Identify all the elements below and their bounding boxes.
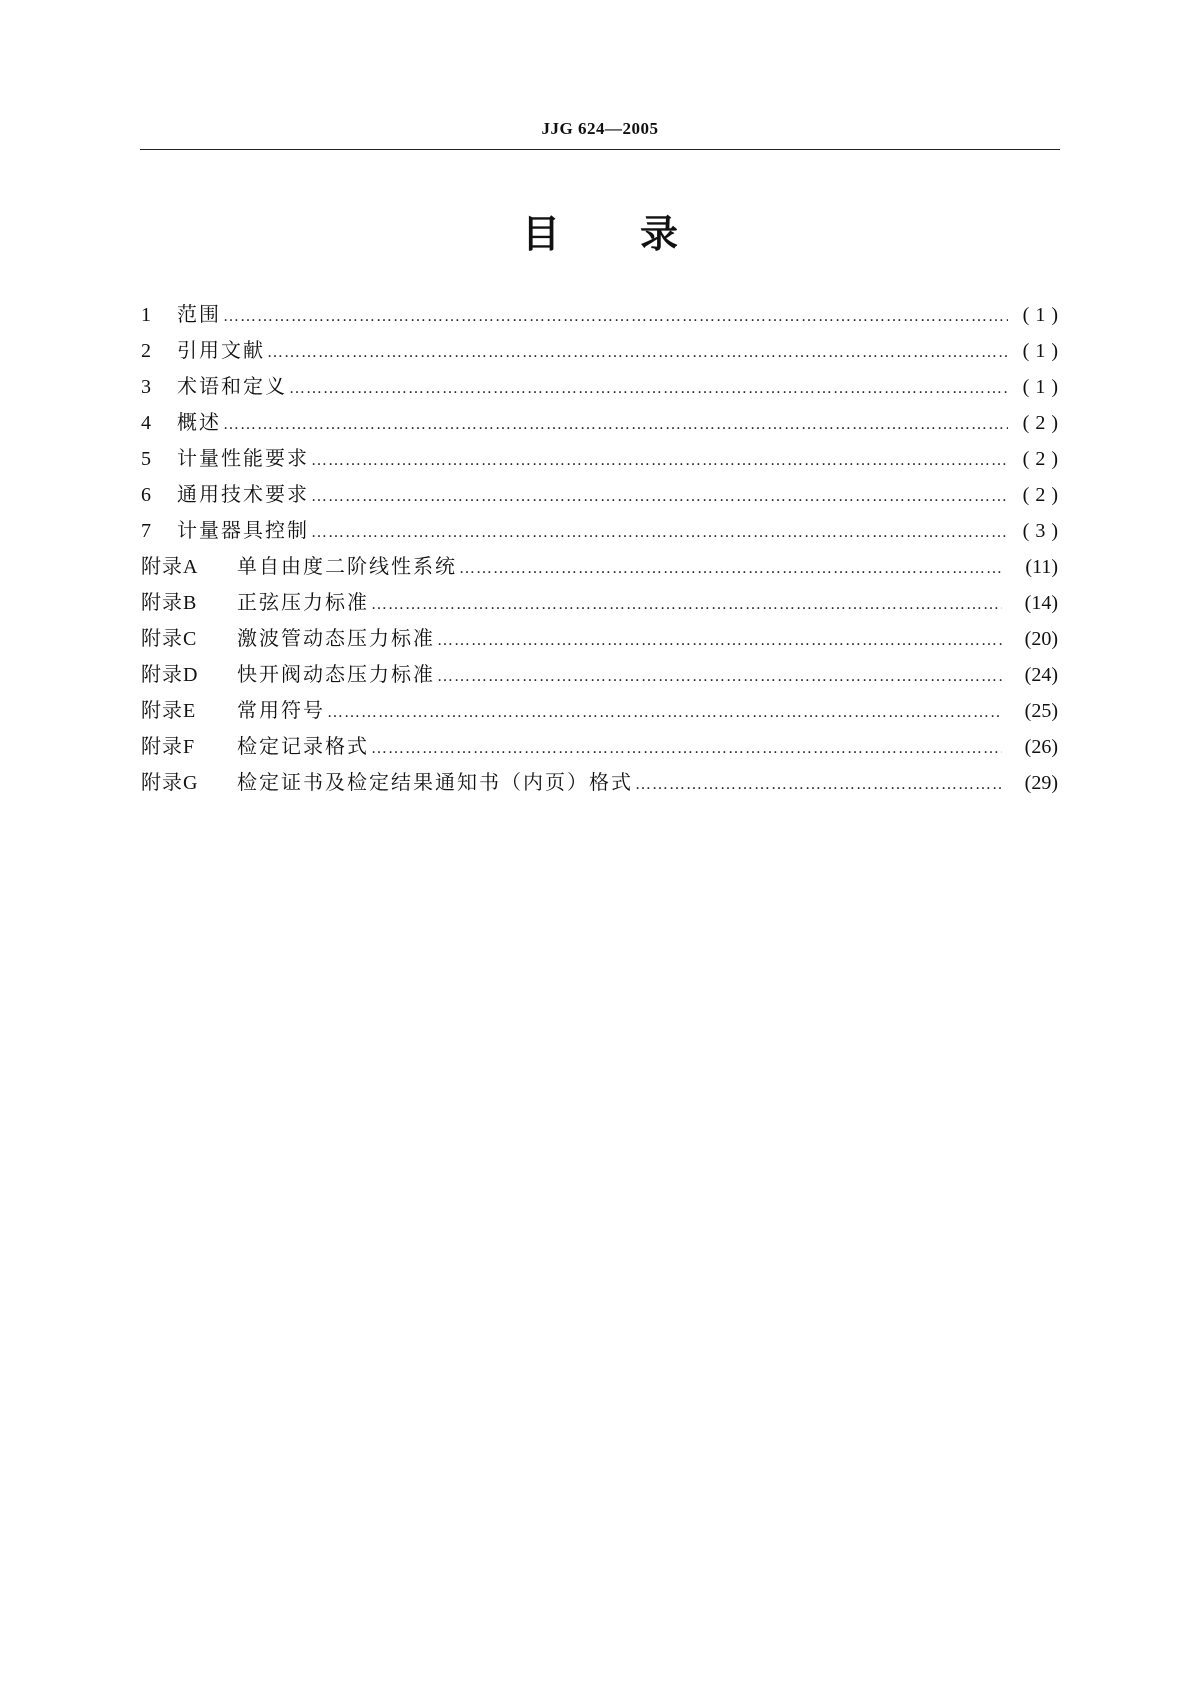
toc-label: 常用符号 bbox=[237, 698, 325, 722]
toc-page-number: (26) bbox=[1024, 736, 1058, 758]
toc-entry-7[interactable] bbox=[141, 512, 1064, 548]
toc-label: 术语和定义 bbox=[177, 374, 287, 398]
toc-page-number: (1) bbox=[1022, 376, 1064, 398]
toc-dot-leader bbox=[311, 515, 1008, 551]
toc-dot-leader bbox=[459, 551, 1002, 587]
toc-appendix-prefix: 附录G bbox=[141, 770, 198, 794]
toc-page-number: (29) bbox=[1024, 772, 1058, 794]
toc-dot-leader bbox=[635, 767, 1002, 803]
toc-label: 概述 bbox=[177, 410, 221, 434]
toc-label: 检定记录格式 bbox=[237, 734, 369, 758]
toc-page-number: (24) bbox=[1024, 664, 1058, 686]
toc-appendix-prefix: 附录C bbox=[141, 626, 197, 650]
toc-label: 单自由度二阶线性系统 bbox=[237, 554, 457, 578]
toc-number: 4 bbox=[141, 412, 151, 434]
toc-label: 引用文献 bbox=[177, 338, 265, 362]
toc-dot-leader bbox=[289, 371, 1008, 407]
toc-page-number: (14) bbox=[1024, 592, 1058, 614]
toc-dot-leader bbox=[311, 443, 1008, 479]
toc-label: 正弦压力标准 bbox=[237, 590, 369, 614]
toc-appendix-prefix: 附录A bbox=[141, 554, 198, 578]
toc-number: 5 bbox=[141, 448, 151, 470]
toc-page-number: (20) bbox=[1024, 628, 1058, 650]
toc-entry-6[interactable] bbox=[141, 476, 1064, 512]
toc-entry-appendix-g[interactable] bbox=[141, 764, 1058, 800]
toc-entry-appendix-a[interactable] bbox=[141, 548, 1058, 584]
toc-entry-4[interactable] bbox=[141, 404, 1064, 440]
toc-dot-leader bbox=[371, 731, 1002, 767]
toc-label: 计量器具控制 bbox=[177, 518, 309, 542]
toc-number: 1 bbox=[141, 304, 151, 326]
toc-page-number: (11) bbox=[1025, 556, 1058, 578]
toc-dot-leader bbox=[311, 479, 1008, 515]
toc-dot-leader bbox=[223, 407, 1008, 443]
toc-number: 3 bbox=[141, 376, 151, 398]
toc-entry-appendix-c[interactable] bbox=[141, 620, 1058, 656]
toc-number: 2 bbox=[141, 340, 151, 362]
toc-label: 通用技术要求 bbox=[177, 482, 309, 506]
toc-dot-leader bbox=[223, 299, 1008, 335]
toc-entry-appendix-f[interactable] bbox=[141, 728, 1058, 764]
toc-number: 7 bbox=[141, 520, 151, 542]
toc-entry-appendix-d[interactable] bbox=[141, 656, 1058, 692]
toc-entry-3[interactable] bbox=[141, 368, 1064, 404]
toc-appendix-prefix: 附录F bbox=[141, 734, 195, 758]
toc-label: 快开阀动态压力标准 bbox=[237, 662, 435, 686]
page-title: 目录 bbox=[521, 212, 758, 256]
toc-page-number: (2) bbox=[1022, 448, 1064, 470]
toc-page-number: (2) bbox=[1022, 412, 1064, 434]
toc-entry-appendix-e[interactable] bbox=[141, 692, 1058, 728]
toc-page-number: (2) bbox=[1022, 484, 1064, 506]
toc-entry-2[interactable] bbox=[141, 332, 1064, 368]
table-of-contents bbox=[141, 296, 1064, 800]
toc-entry-1[interactable] bbox=[141, 296, 1064, 332]
toc-dot-leader bbox=[371, 587, 1002, 623]
toc-label: 激波管动态压力标准 bbox=[237, 626, 435, 650]
toc-page-number: (25) bbox=[1024, 700, 1058, 722]
toc-dot-leader bbox=[267, 335, 1008, 371]
toc-page-number: (1) bbox=[1022, 304, 1064, 326]
toc-appendix-prefix: 附录E bbox=[141, 698, 196, 722]
toc-page-number: (3) bbox=[1022, 520, 1064, 542]
toc-dot-leader bbox=[437, 659, 1002, 695]
toc-label: 计量性能要求 bbox=[177, 446, 309, 470]
toc-label: 范围 bbox=[177, 302, 221, 326]
page-header: JJG 624—2005 bbox=[541, 119, 659, 138]
toc-dot-leader bbox=[327, 695, 1002, 731]
toc-entry-5[interactable] bbox=[141, 440, 1064, 476]
header-divider bbox=[140, 149, 1060, 150]
toc-dot-leader bbox=[437, 623, 1002, 659]
toc-label: 检定证书及检定结果通知书（内页）格式 bbox=[237, 770, 633, 794]
toc-appendix-prefix: 附录B bbox=[141, 590, 197, 614]
toc-entry-appendix-b[interactable] bbox=[141, 584, 1058, 620]
toc-appendix-prefix: 附录D bbox=[141, 662, 198, 686]
toc-page-number: (1) bbox=[1022, 340, 1064, 362]
toc-number: 6 bbox=[141, 484, 151, 506]
